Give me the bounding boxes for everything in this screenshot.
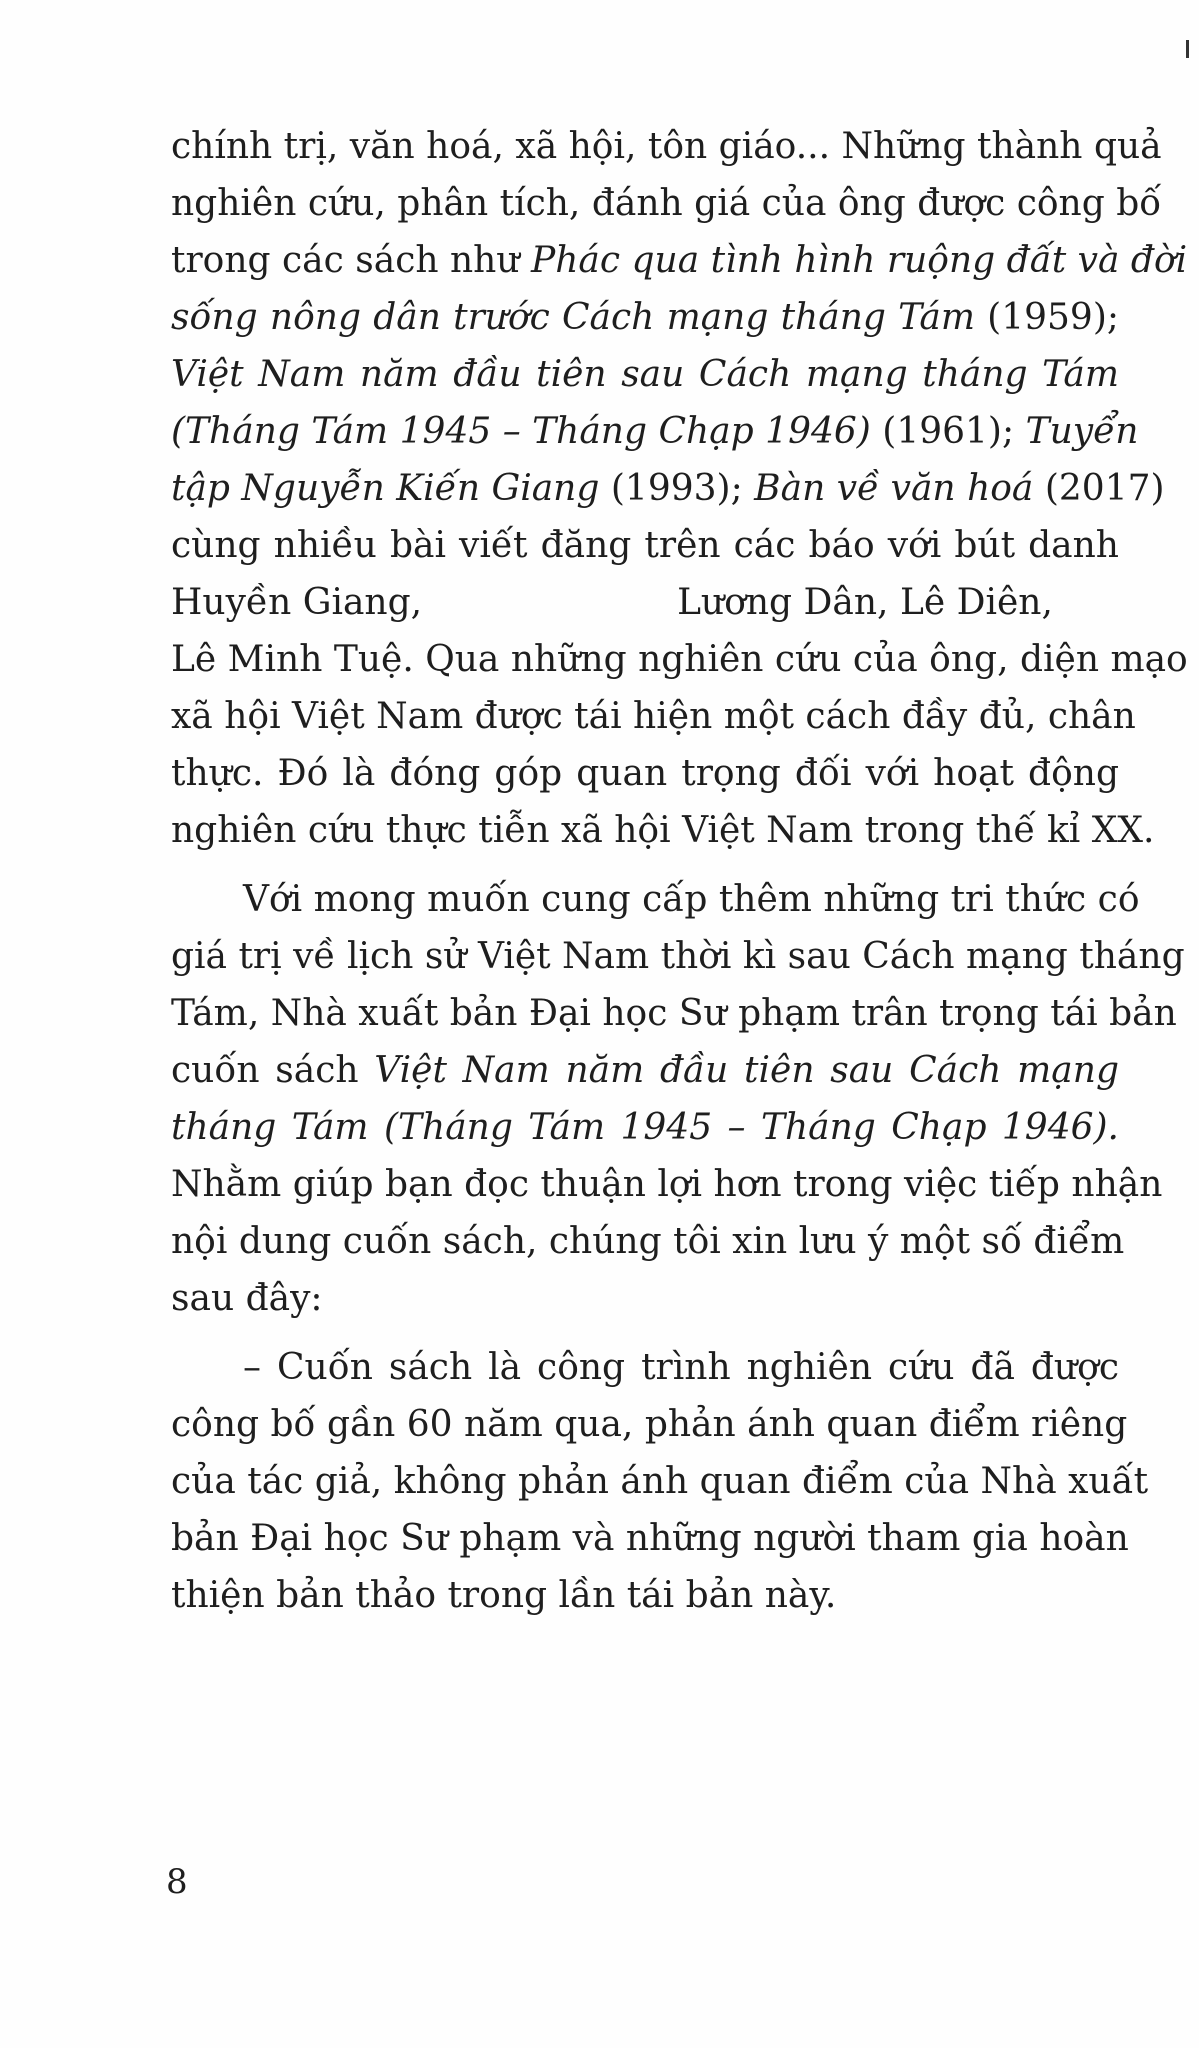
text-run: trong các sách như <box>171 240 531 281</box>
page-number: 8 <box>166 1862 188 1902</box>
book-title-italic: tháng Tám (Tháng Tám 1945 – Tháng Chạp 1946). <box>171 1107 1119 1148</box>
book-title-italic: Phác qua tình hình ruộng đất và đời <box>530 240 1188 281</box>
text-line-17 <box>171 1042 1119 1099</box>
text-line-23: công bố gần 60 năm qua, phản ánh quan điểm riêng <box>171 1404 1128 1445</box>
page-edge-mark <box>1186 40 1189 58</box>
text-line-4 <box>171 289 1119 346</box>
book-title-italic: Bàn về văn hoá <box>754 468 1034 509</box>
paragraph-gap <box>171 1327 1119 1339</box>
text-run: Huyền Giang, <box>171 582 423 623</box>
text-line-9 <box>171 574 1119 631</box>
text-line-16: Tám, Nhà xuất bản Đại học Sư phạm trân trọng tái bản <box>171 993 1177 1034</box>
text-line-15: giá trị về lịch sử Việt Nam thời kì sau Cách mạng tháng <box>171 936 1185 977</box>
book-title-italic: Tuyển <box>1025 411 1139 452</box>
text-line-21: sau đây: <box>171 1278 323 1319</box>
text-line-14: Với mong muốn cung cấp thêm những tri thức có <box>243 879 1140 920</box>
text-run: cuốn sách <box>171 1050 375 1091</box>
text-line-25: bản Đại học Sư phạm và những người tham gia hoàn <box>171 1518 1129 1559</box>
book-title-italic: sống nông dân trước Cách mạng tháng Tám <box>171 297 975 338</box>
text-run: Lương Dân, Lê Diên, <box>677 582 1053 623</box>
paragraph-gap <box>171 859 1119 871</box>
book-title-italic: Việt Nam năm đầu tiên sau Cách mạng tháng Tám <box>171 354 1119 395</box>
book-title-italic: Việt Nam năm đầu tiên sau Cách mạng <box>374 1050 1119 1091</box>
text-line-24: của tác giả, không phản ánh quan điểm của Nhà xuất <box>171 1461 1149 1502</box>
text-run: (1959); <box>974 297 1119 338</box>
text-run: (2017) <box>1033 468 1165 509</box>
text-line-5 <box>171 346 1119 403</box>
text-line-8: cùng nhiều bài viết đăng trên các báo với bút danh <box>171 525 1119 566</box>
text-line-18 <box>171 1099 1119 1156</box>
text-line-20: nội dung cuốn sách, chúng tôi xin lưu ý một số điểm <box>171 1221 1125 1262</box>
body-text <box>171 118 1188 1624</box>
book-title-italic: (Tháng Tám 1945 – Tháng Chạp 1946) <box>171 411 871 452</box>
text-line-7 <box>171 460 1165 517</box>
text-line-22: – Cuốn sách là công trình nghiên cứu đã được <box>243 1347 1119 1388</box>
book-title-italic: tập Nguyễn Kiến Giang <box>171 468 600 509</box>
text-line-1: chính trị, văn hoá, xã hội, tôn giáo... Những thành quả <box>171 126 1162 167</box>
text-line-6 <box>171 403 1139 460</box>
text-line-3 <box>171 232 1188 289</box>
text-line-13: nghiên cứu thực tiễn xã hội Việt Nam trong thế kỉ XX. <box>171 810 1155 851</box>
text-line-26: thiện bản thảo trong lần tái bản này. <box>171 1575 837 1616</box>
text-line-19: Nhằm giúp bạn đọc thuận lợi hơn trong việc tiếp nhận <box>171 1164 1163 1205</box>
text-line-11: xã hội Việt Nam được tái hiện một cách đầy đủ, chân <box>171 696 1136 737</box>
text-line-2: nghiên cứu, phân tích, đánh giá của ông được công bố <box>171 183 1162 224</box>
text-run: (1961); <box>870 411 1026 452</box>
text-line-10: Lê Minh Tuệ. Qua những nghiên cứu của ông, diện mạo <box>171 639 1188 680</box>
text-run: (1993); <box>599 468 755 509</box>
text-line-12: thực. Đó là đóng góp quan trọng đối với hoạt động <box>171 753 1119 794</box>
